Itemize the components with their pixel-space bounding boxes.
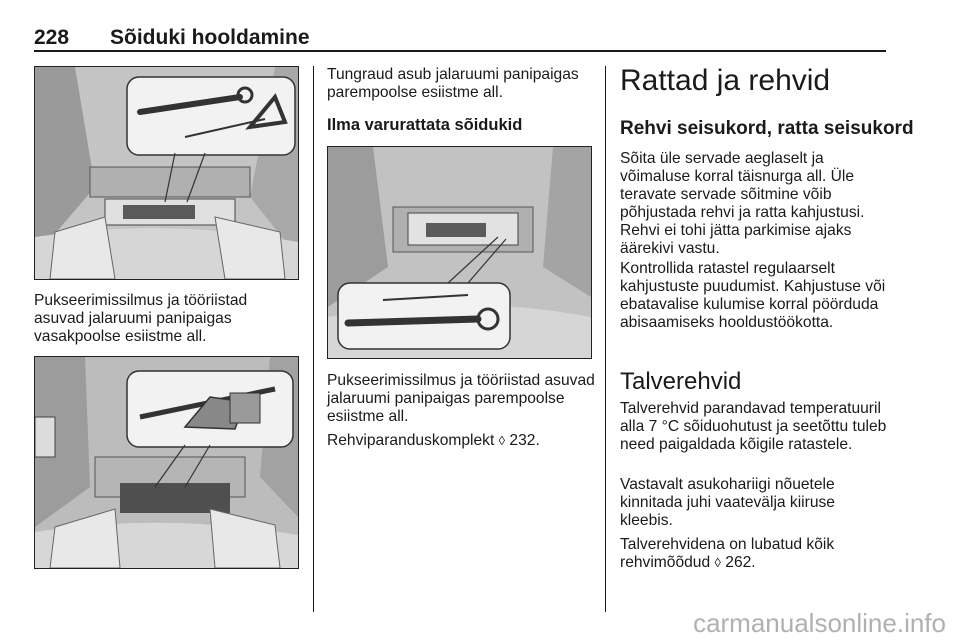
paragraph-inspection: Kontrollida ratastel regulaarselt kahjustuste puudumist. Kahjustuse või ebatavalise kulumise korral pöörduda abisaamiseks hooldustöökotta. (620, 260, 886, 331)
intro-jack-location: Tungraud asub jalaruumi panipaigas parempoolse esiistme all. (327, 66, 579, 101)
figure-tools-no-spare (327, 146, 592, 359)
repair-kit-label: Rehviparanduskomplekt (327, 432, 495, 449)
tyre-sizes-text: Talverehvidena on lubatud kõik rehvimõõdud (620, 536, 835, 571)
column-divider-1 (313, 66, 314, 612)
repair-kit-reference (327, 432, 602, 450)
watermark: carmanualsonline.info (693, 608, 946, 638)
paragraph-speed-sticker: Vastavalt asukohariigi nõuetele kinnitada juhi vaatevälja kiiruse kleebis. (620, 476, 835, 529)
caption-tools-left: Pukseerimissilmus ja tööriistad asuvad jalaruumi panipaigas vasakpoolse esiistme all. (34, 292, 248, 345)
section-title: Rattad ja rehvid (620, 64, 831, 97)
repair-kit-page-ref[interactable]: 232. (509, 432, 540, 449)
caption-tools-right: Pukseerimissilmus ja tööriistad asuvad jalaruumi panipaigas parempoolse esiistme all. (327, 372, 595, 425)
figure-tools-left-seat (34, 66, 299, 280)
column-divider-2 (605, 66, 606, 612)
paragraph-tyre-sizes (620, 536, 890, 572)
page-number: 228 (34, 26, 70, 49)
heading-no-spare-wheel: Ilma varurattata sõidukid (327, 116, 523, 134)
header-rule (34, 50, 886, 52)
page-ref-arrow-icon: ◊ (498, 433, 506, 448)
page-title: Sõiduki hooldamine (110, 26, 310, 49)
figure-jack-right-seat (34, 356, 299, 569)
paragraph-kerbs: Sõita üle servade aeglaselt ja võimaluse korral täisnurga all. Üle teravate servade sõitmine võib põhjustada rehvi ja ratta kahjustusi. Rehvi ei tohi jätta parkimise ajaks äärekivi vastu. (620, 150, 865, 257)
heading-tyre-condition: Rehvi seisukord, ratta seisukord (620, 118, 914, 139)
page-ref-arrow-icon: ◊ (714, 555, 721, 570)
paragraph-winter-temp: Talverehvid parandavad temperatuuril alla 7 °C sõiduohutust ja seetõttu tuleb need paigaldada kõigile ratastele. (620, 400, 887, 453)
tyre-sizes-page-ref[interactable]: 262. (725, 554, 756, 571)
heading-winter-tyres: Talverehvid (620, 368, 742, 395)
